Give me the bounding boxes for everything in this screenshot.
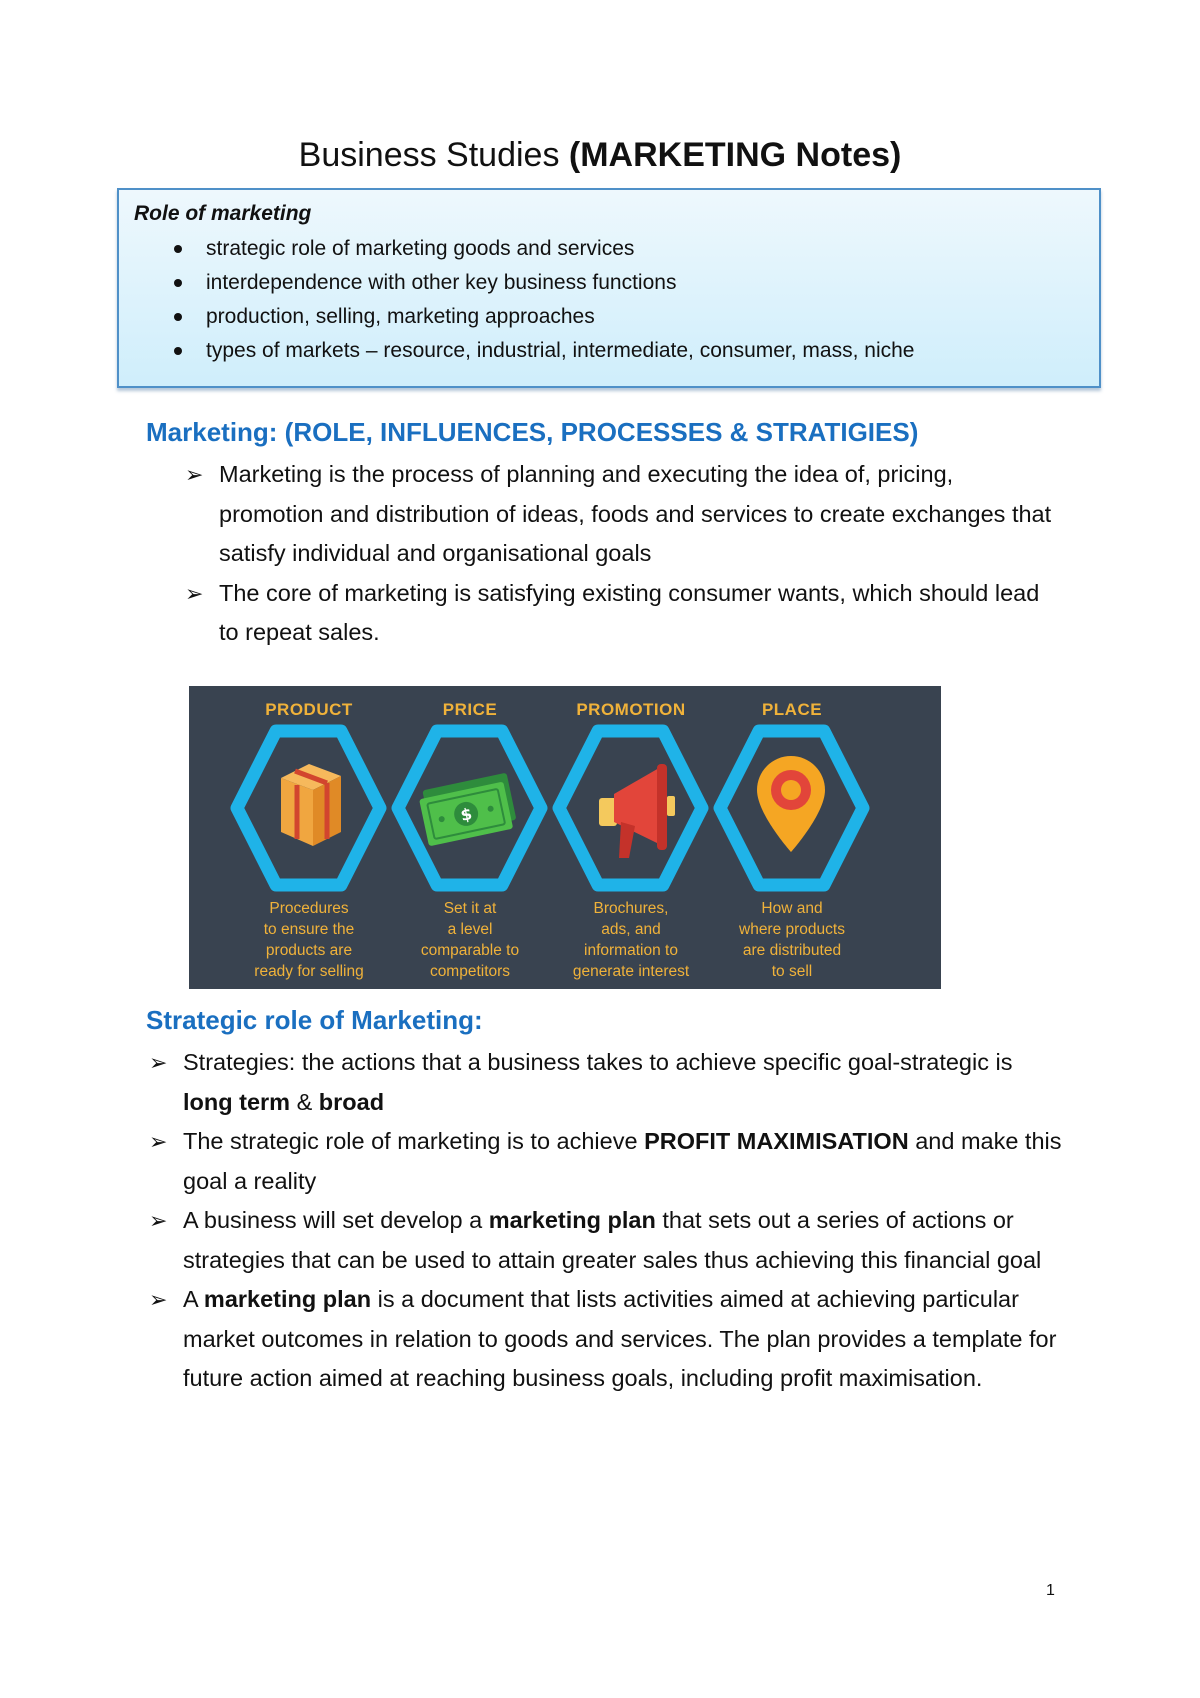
strategic-role-points bbox=[147, 1043, 1062, 1399]
syllabus-box bbox=[117, 188, 1101, 388]
list-item: ➢ The core of marketing is satisfying existing consumer wants, which should lead to repeat sales. bbox=[183, 574, 1063, 653]
arrow-bullet-icon: ➢ bbox=[149, 1129, 168, 1154]
bullet-icon bbox=[174, 313, 182, 321]
box-icon bbox=[281, 764, 341, 846]
list-item: ➢ Marketing is the process of planning and executing the idea of, pricing, promotion and distribution of ideas, foods and services to create exchanges that satisfy individual and organisational goals bbox=[183, 455, 1063, 574]
arrow-bullet-icon: ➢ bbox=[185, 580, 204, 606]
list-item: types of markets – resource, industrial, intermediate, consumer, mass, niche bbox=[134, 334, 1099, 368]
bullet-icon bbox=[174, 279, 182, 287]
list-item: strategic role of marketing goods and services bbox=[134, 232, 1099, 266]
page-number: 1 bbox=[1046, 1582, 1055, 1599]
megaphone-icon bbox=[599, 764, 675, 858]
infographic-desc-promotion: Brochures, ads, and information to generate interest bbox=[572, 900, 690, 980]
infographic-title-promotion: PROMOTION bbox=[576, 700, 686, 719]
list-item: production, selling, marketing approaches bbox=[134, 300, 1099, 334]
arrow-bullet-icon: ➢ bbox=[185, 462, 204, 487]
section-heading-strategic-role: Strategic role of Marketing: bbox=[146, 1005, 483, 1035]
page-title-highlight: (MARKETING Notes) bbox=[568, 136, 902, 174]
syllabus-heading: Role of marketing bbox=[134, 202, 312, 225]
page-title: Business Studies (MARKETING Notes) bbox=[298, 136, 902, 174]
svg-text:$: $ bbox=[458, 803, 474, 825]
bullet-icon bbox=[174, 245, 182, 253]
bullet-icon bbox=[174, 347, 182, 355]
infographic-desc-product: Procedures to ensure the products are ready for selling bbox=[254, 900, 364, 980]
section-heading-marketing: Marketing: (ROLE, INFLUENCES, PROCESSES & STRATIGIES) bbox=[146, 417, 919, 447]
infographic-desc-price: Set it at a level comparable to competitors bbox=[420, 900, 520, 980]
arrow-bullet-icon: ➢ bbox=[149, 1287, 168, 1312]
syllabus-list bbox=[134, 232, 1099, 368]
list-item: ➢ The strategic role of marketing is to achieve PROFIT MAXIMISATION and make this goal a reality bbox=[147, 1122, 1062, 1201]
infographic-desc-place: How and where products are distributed to sell bbox=[739, 900, 845, 980]
location-pin-icon bbox=[757, 756, 825, 852]
list-item: interdependence with other key business functions bbox=[134, 266, 1099, 300]
marketing-points bbox=[183, 455, 1063, 653]
infographic-title-place: PLACE bbox=[761, 700, 823, 719]
infographic-title-product: PRODUCT bbox=[265, 700, 353, 719]
arrow-bullet-icon: ➢ bbox=[149, 1208, 168, 1233]
arrow-bullet-icon: ➢ bbox=[149, 1050, 168, 1075]
infographic-title-price: PRICE bbox=[442, 700, 498, 719]
list-item: ➢ A business will set develop a marketing plan that sets out a series of actions or strategies that can be used to attain greater sales thus achieving this financial goal bbox=[147, 1201, 1062, 1280]
money-icon bbox=[417, 773, 518, 847]
marketing-mix-infographic bbox=[189, 686, 941, 989]
list-item: ➢ A marketing plan is a document that lists activities aimed at achieving particular market outcomes in relation to goods and services. The plan provides a template for future action aimed at reaching business goals, including profit maximisation. bbox=[147, 1280, 1062, 1399]
list-item: ➢ Strategies: the actions that a business takes to achieve specific goal-strategic is long term & broad bbox=[147, 1043, 1062, 1122]
